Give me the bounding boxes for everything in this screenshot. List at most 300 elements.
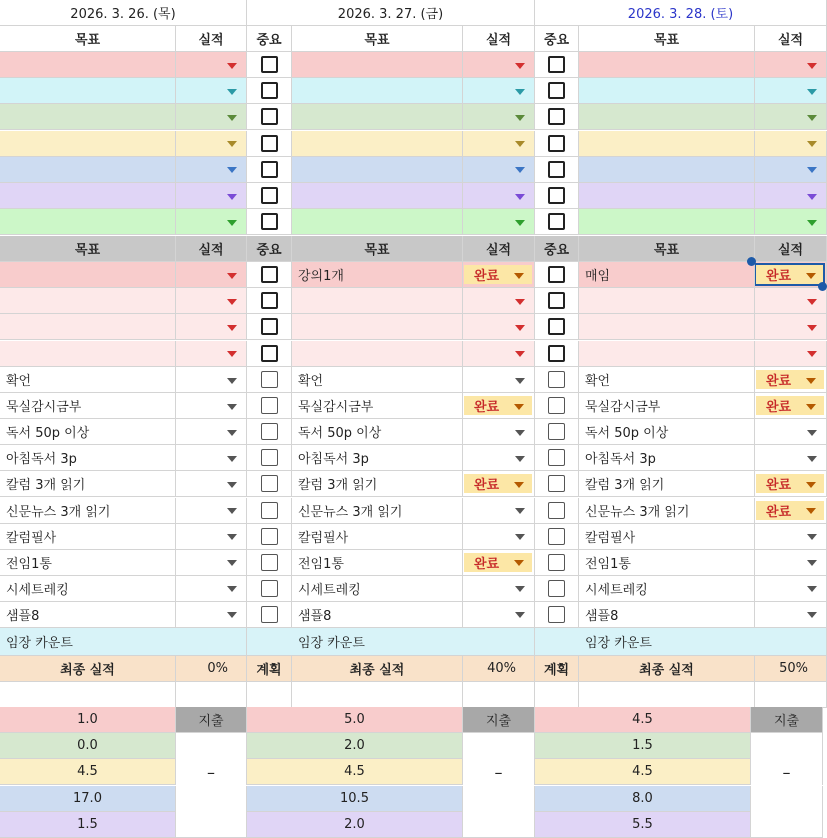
result-cell[interactable] [176,157,247,183]
dropdown-arrow-icon[interactable] [227,220,237,226]
result-cell[interactable] [463,78,535,104]
importance-cell[interactable] [247,367,292,393]
task-result-cell[interactable] [176,288,247,314]
importance-checkbox[interactable] [548,318,565,335]
task-goal-cell[interactable] [292,341,463,367]
routine-name[interactable] [292,367,463,393]
importance-cell[interactable] [535,52,579,78]
dropdown-arrow-icon[interactable] [806,378,816,384]
importance-checkbox[interactable] [548,528,565,545]
importance-cell[interactable] [247,393,292,419]
importance-cell[interactable] [535,367,579,393]
importance-cell[interactable] [247,52,292,78]
result-cell[interactable] [176,183,247,209]
routine-result[interactable] [176,498,247,524]
task-goal-cell[interactable] [579,262,755,288]
routine-name[interactable] [0,367,176,393]
selection-handle[interactable] [747,257,756,266]
done-badge[interactable] [464,553,532,572]
dropdown-arrow-icon[interactable] [227,534,237,540]
dropdown-arrow-icon[interactable] [514,404,524,410]
goal-cell[interactable] [0,157,176,183]
routine-name[interactable] [0,498,176,524]
routine-result[interactable] [463,367,535,393]
task-goal-cell[interactable] [0,314,176,340]
importance-checkbox[interactable] [548,345,565,362]
done-badge[interactable] [464,265,532,284]
importance-cell[interactable] [247,524,292,550]
dropdown-arrow-icon[interactable] [515,141,525,147]
task-result-cell[interactable] [463,314,535,340]
importance-cell[interactable] [535,393,579,419]
dropdown-arrow-icon[interactable] [515,115,525,121]
done-badge[interactable] [756,396,824,415]
goal-cell[interactable] [292,104,463,130]
result-cell[interactable] [463,52,535,78]
importance-cell[interactable] [535,131,579,157]
importance-checkbox[interactable] [261,449,278,466]
dropdown-arrow-icon[interactable] [807,351,817,357]
result-cell[interactable] [176,131,247,157]
goal-cell[interactable] [292,131,463,157]
dropdown-arrow-icon[interactable] [514,482,524,488]
importance-checkbox[interactable] [548,423,565,440]
goal-cell[interactable] [0,131,176,157]
routine-name[interactable] [292,445,463,471]
routine-result[interactable] [176,550,247,576]
routine-name[interactable] [579,602,755,628]
routine-result[interactable] [755,550,827,576]
done-badge[interactable] [464,474,532,493]
routine-name[interactable] [0,550,176,576]
importance-cell[interactable] [247,498,292,524]
spending-total [463,812,535,838]
dropdown-arrow-icon[interactable] [807,167,817,173]
importance-cell[interactable] [247,209,292,235]
result-cell[interactable] [176,78,247,104]
dropdown-arrow-icon[interactable] [227,299,237,305]
dropdown-arrow-icon[interactable] [227,325,237,331]
dropdown-arrow-icon[interactable] [515,534,525,540]
dropdown-arrow-icon[interactable] [807,430,817,436]
dropdown-arrow-icon[interactable] [515,612,525,618]
importance-cell[interactable] [247,262,292,288]
routine-result[interactable] [463,419,535,445]
goal-cell[interactable] [579,52,755,78]
result-cell[interactable] [755,209,827,235]
importance-checkbox[interactable] [548,449,565,466]
importance-checkbox[interactable] [548,371,565,388]
importance-checkbox[interactable] [261,345,278,362]
task-result-cell[interactable] [463,341,535,367]
routine-row [0,471,827,497]
routine-name[interactable] [0,602,176,628]
spending-value [247,786,463,812]
task-goal-cell[interactable] [0,288,176,314]
importance-checkbox[interactable] [548,266,565,283]
importance-checkbox[interactable] [261,266,278,283]
routine-name[interactable] [579,419,755,445]
importance-cell[interactable] [535,341,579,367]
dropdown-arrow-icon[interactable] [227,586,237,592]
routine-result[interactable] [755,576,827,602]
dropdown-arrow-icon[interactable] [806,508,816,514]
dropdown-arrow-icon[interactable] [515,167,525,173]
routine-result[interactable] [463,576,535,602]
importance-cell[interactable] [535,498,579,524]
result-cell[interactable] [463,157,535,183]
importance-cell[interactable] [535,209,579,235]
result-cell[interactable] [176,104,247,130]
result-cell[interactable] [463,131,535,157]
importance-checkbox[interactable] [548,292,565,309]
importance-cell[interactable] [535,419,579,445]
dropdown-arrow-icon[interactable] [227,351,237,357]
importance-cell[interactable] [535,183,579,209]
task-goal-cell[interactable] [0,341,176,367]
cell-text: 목표 [364,243,390,258]
routine-result[interactable] [755,393,827,419]
dropdown-arrow-icon[interactable] [807,534,817,540]
task-result-cell[interactable] [176,262,247,288]
result-cell[interactable] [176,209,247,235]
task-result-cell[interactable] [755,341,827,367]
cell-text: 중요 [256,33,282,48]
routine-name[interactable] [292,550,463,576]
routine-name[interactable] [292,393,463,419]
routine-name[interactable] [579,524,755,550]
dropdown-arrow-icon[interactable] [515,220,525,226]
importance-checkbox[interactable] [261,187,278,204]
goal-cell[interactable] [292,157,463,183]
routine-result[interactable] [463,445,535,471]
importance-checkbox[interactable] [261,554,278,571]
importance-checkbox[interactable] [261,423,278,440]
done-badge[interactable] [756,501,824,520]
routine-name[interactable] [579,393,755,419]
routine-result[interactable] [463,498,535,524]
importance-cell[interactable] [247,157,292,183]
dropdown-arrow-icon[interactable] [227,378,237,384]
importance-checkbox[interactable] [548,135,565,152]
dropdown-arrow-icon[interactable] [514,273,524,279]
importance-checkbox[interactable] [261,502,278,519]
importance-checkbox[interactable] [261,292,278,309]
importance-checkbox[interactable] [261,371,278,388]
goal-cell[interactable] [292,78,463,104]
importance-cell[interactable] [247,576,292,602]
dropdown-arrow-icon[interactable] [807,456,817,462]
routine-result[interactable] [463,393,535,419]
dropdown-arrow-icon[interactable] [227,115,237,121]
done-badge[interactable] [756,370,824,389]
routine-name[interactable] [292,471,463,497]
importance-checkbox[interactable] [548,187,565,204]
spending-value [0,786,176,812]
importance-checkbox[interactable] [261,475,278,492]
routine-name[interactable] [0,471,176,497]
dropdown-arrow-icon[interactable] [514,560,524,566]
task-goal-cell[interactable] [292,262,463,288]
goal-cell[interactable] [579,157,755,183]
routine-name[interactable] [0,576,176,602]
dropdown-arrow-icon[interactable] [227,167,237,173]
dropdown-arrow-icon[interactable] [227,430,237,436]
done-badge[interactable] [464,396,532,415]
importance-cell[interactable] [535,524,579,550]
importance-cell[interactable] [535,314,579,340]
goal-cell[interactable] [0,209,176,235]
goal-cell[interactable] [292,52,463,78]
goal-cell[interactable] [292,183,463,209]
cell-text: 시세트레킹 [6,582,69,598]
routine-name[interactable] [0,445,176,471]
task-goal-cell[interactable] [579,314,755,340]
importance-cell[interactable] [247,314,292,340]
task-goal-cell[interactable] [292,288,463,314]
importance-checkbox[interactable] [261,528,278,545]
importance-cell[interactable] [535,471,579,497]
cell-text: 임장 카운트 [298,636,365,651]
task-result-cell[interactable] [755,288,827,314]
dropdown-arrow-icon[interactable] [807,89,817,95]
dropdown-arrow-icon[interactable] [515,586,525,592]
dropdown-arrow-icon[interactable] [807,612,817,618]
task-result-cell[interactable] [176,341,247,367]
routine-result[interactable] [755,602,827,628]
routine-result[interactable] [755,367,827,393]
plan-label [247,656,292,682]
task-result-cell[interactable] [463,288,535,314]
importance-cell[interactable] [535,157,579,183]
goal-cell[interactable] [579,183,755,209]
importance-cell[interactable] [247,550,292,576]
dropdown-arrow-icon[interactable] [807,63,817,69]
importance-cell[interactable] [535,550,579,576]
routine-name[interactable] [579,550,755,576]
routine-result[interactable] [755,471,827,497]
dropdown-arrow-icon[interactable] [515,89,525,95]
importance-cell[interactable] [247,602,292,628]
routine-name[interactable] [292,602,463,628]
task-goal-cell[interactable] [0,262,176,288]
dropdown-arrow-icon[interactable] [807,141,817,147]
importance-cell[interactable] [535,288,579,314]
cell-text: 최종 실적 [60,663,115,678]
goal-cell[interactable] [0,104,176,130]
routine-result[interactable] [755,524,827,550]
goal-cell[interactable] [0,52,176,78]
result-cell[interactable] [755,131,827,157]
dropdown-arrow-icon[interactable] [227,560,237,566]
task-goal-cell[interactable] [292,314,463,340]
spending-value [0,707,176,733]
routine-result[interactable] [176,471,247,497]
dropdown-arrow-icon[interactable] [515,299,525,305]
importance-checkbox[interactable] [261,580,278,597]
importance-checkbox[interactable] [548,397,565,414]
importance-checkbox[interactable] [548,502,565,519]
importance-cell[interactable] [247,419,292,445]
dropdown-arrow-icon[interactable] [807,194,817,200]
importance-cell[interactable] [247,78,292,104]
importance-checkbox[interactable] [548,108,565,125]
importance-cell[interactable] [535,602,579,628]
task-result-cell[interactable] [755,262,827,288]
routine-name[interactable] [0,419,176,445]
importance-cell[interactable] [247,104,292,130]
routine-name[interactable] [0,393,176,419]
result-cell[interactable] [755,183,827,209]
routine-result[interactable] [176,367,247,393]
dropdown-arrow-icon[interactable] [227,612,237,618]
dropdown-arrow-icon[interactable] [227,273,237,279]
result-cell[interactable] [176,52,247,78]
routine-name[interactable] [579,445,755,471]
column-header-result [755,236,827,262]
importance-checkbox[interactable] [261,213,278,230]
importance-checkbox[interactable] [548,213,565,230]
goal-cell[interactable] [0,183,176,209]
routine-result[interactable] [755,419,827,445]
dropdown-arrow-icon[interactable] [806,404,816,410]
task-result-cell[interactable] [176,314,247,340]
result-cell[interactable] [755,104,827,130]
importance-checkbox[interactable] [261,318,278,335]
task-goal-cell[interactable] [579,341,755,367]
dropdown-arrow-icon[interactable] [515,194,525,200]
dropdown-arrow-icon[interactable] [515,63,525,69]
importance-cell[interactable] [535,262,579,288]
routine-result[interactable] [176,576,247,602]
dropdown-arrow-icon[interactable] [227,482,237,488]
routine-result[interactable] [176,445,247,471]
routine-result[interactable] [176,524,247,550]
dropdown-arrow-icon[interactable] [227,89,237,95]
importance-checkbox[interactable] [261,606,278,623]
column-header-importance [247,236,292,262]
task-result-cell[interactable] [463,262,535,288]
task-row [0,314,827,340]
cell-text: 1.5 [77,816,98,832]
selection-handle[interactable] [818,282,827,291]
dropdown-arrow-icon[interactable] [227,456,237,462]
goal-cell[interactable] [579,104,755,130]
routine-result[interactable] [755,445,827,471]
routine-result[interactable] [463,524,535,550]
dropdown-arrow-icon[interactable] [807,299,817,305]
routine-name[interactable] [292,419,463,445]
goal-cell[interactable] [0,78,176,104]
importance-checkbox[interactable] [261,397,278,414]
importance-cell[interactable] [535,445,579,471]
dropdown-arrow-icon[interactable] [807,560,817,566]
importance-checkbox[interactable] [548,606,565,623]
importance-checkbox[interactable] [548,580,565,597]
dropdown-arrow-icon[interactable] [227,404,237,410]
routine-name[interactable] [0,524,176,550]
routine-name[interactable] [579,576,755,602]
goal-cell[interactable] [579,131,755,157]
importance-checkbox[interactable] [261,161,278,178]
importance-cell[interactable] [247,131,292,157]
routine-name[interactable] [579,367,755,393]
importance-cell[interactable] [535,576,579,602]
routine-result[interactable] [176,602,247,628]
task-goal-cell[interactable] [579,288,755,314]
dropdown-arrow-icon[interactable] [227,63,237,69]
routine-name[interactable] [292,524,463,550]
importance-cell[interactable] [247,471,292,497]
importance-checkbox[interactable] [261,108,278,125]
routine-result[interactable] [463,602,535,628]
importance-checkbox[interactable] [548,82,565,99]
routine-name[interactable] [292,498,463,524]
dropdown-arrow-icon[interactable] [807,586,817,592]
done-badge[interactable] [756,474,824,493]
importance-cell[interactable] [535,104,579,130]
empty-cell [463,682,535,708]
dropdown-arrow-icon[interactable] [806,482,816,488]
dropdown-arrow-icon[interactable] [807,220,817,226]
dropdown-arrow-icon[interactable] [515,456,525,462]
cell-text: 2.0 [344,816,365,832]
importance-cell[interactable] [535,78,579,104]
routine-result[interactable] [176,419,247,445]
importance-checkbox[interactable] [548,475,565,492]
goal-cell[interactable] [579,209,755,235]
result-cell[interactable] [755,157,827,183]
routine-name[interactable] [579,471,755,497]
importance-cell[interactable] [247,445,292,471]
routine-result[interactable] [463,471,535,497]
routine-name[interactable] [292,576,463,602]
goal-cell[interactable] [292,209,463,235]
result-cell[interactable] [463,209,535,235]
result-cell[interactable] [463,104,535,130]
dropdown-arrow-icon[interactable] [227,141,237,147]
importance-checkbox[interactable] [548,554,565,571]
goal-cell[interactable] [579,78,755,104]
task-result-cell[interactable] [755,314,827,340]
routine-result[interactable] [176,393,247,419]
dropdown-arrow-icon[interactable] [227,508,237,514]
result-cell[interactable] [755,52,827,78]
result-cell[interactable] [755,78,827,104]
dropdown-arrow-icon[interactable] [807,115,817,121]
importance-cell[interactable] [247,183,292,209]
dropdown-arrow-icon[interactable] [807,325,817,331]
result-cell[interactable] [463,183,535,209]
final-result-value [463,656,535,682]
importance-cell[interactable] [247,341,292,367]
importance-checkbox[interactable] [548,161,565,178]
dropdown-arrow-icon[interactable] [515,508,525,514]
dropdown-arrow-icon[interactable] [515,351,525,357]
routine-result[interactable] [755,498,827,524]
importance-checkbox[interactable] [261,82,278,99]
importance-checkbox[interactable] [261,56,278,73]
dropdown-arrow-icon[interactable] [515,378,525,384]
dropdown-arrow-icon[interactable] [515,430,525,436]
importance-checkbox[interactable] [548,56,565,73]
routine-name[interactable] [579,498,755,524]
dropdown-arrow-icon[interactable] [515,325,525,331]
importance-checkbox[interactable] [261,135,278,152]
dropdown-arrow-icon[interactable] [227,194,237,200]
importance-cell[interactable] [247,288,292,314]
routine-result[interactable] [463,550,535,576]
